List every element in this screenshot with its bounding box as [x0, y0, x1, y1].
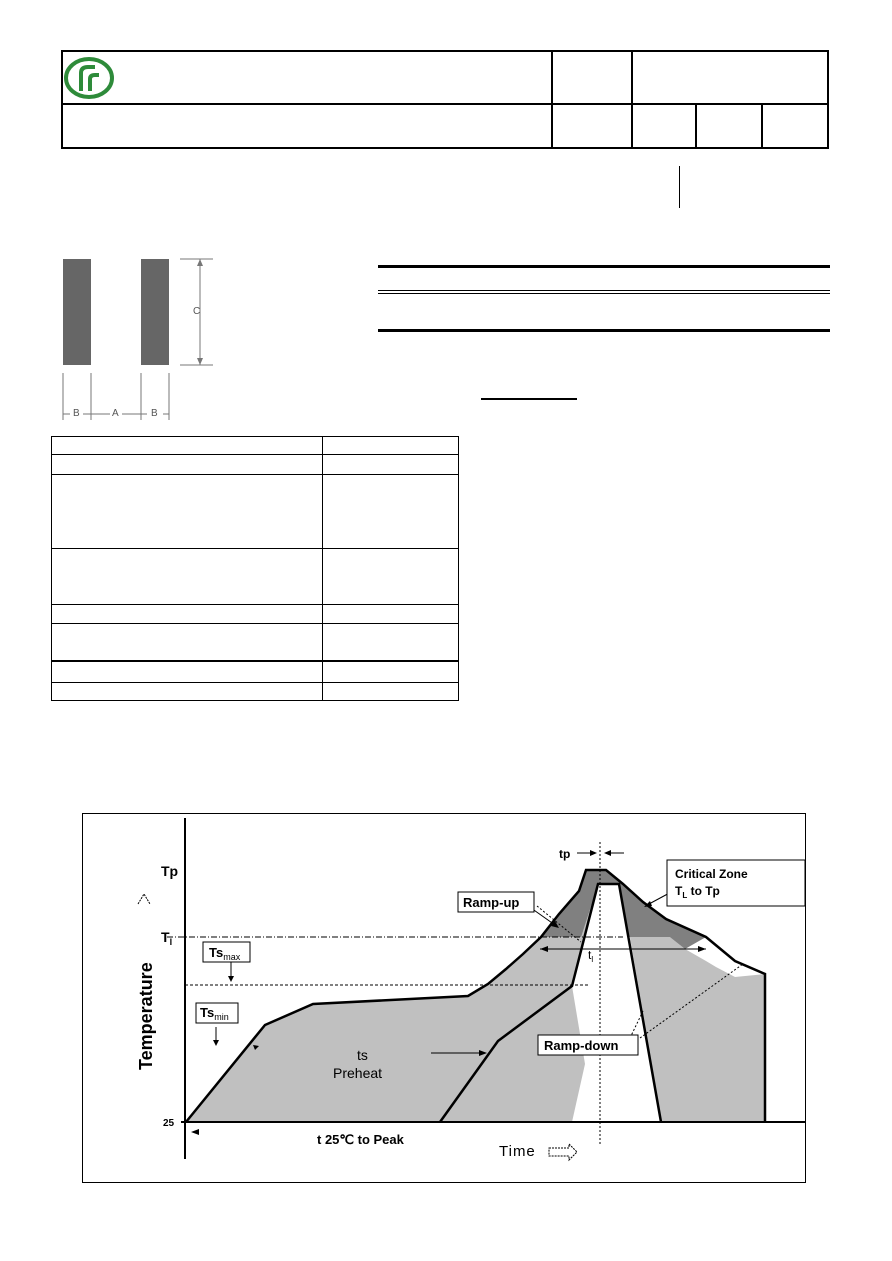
label-ramp-up: Ramp-up [463, 895, 520, 910]
section-underline [481, 398, 577, 400]
spec-table-row-line [51, 474, 459, 475]
spec-table-row-line [51, 604, 459, 605]
label-critical-zone: Critical Zone [675, 867, 748, 881]
reflow-profile-diagram [82, 813, 806, 1183]
label-preheat: Preheat [333, 1065, 383, 1081]
label-tl-to-tp: $T_L$ to Tp [675, 884, 720, 900]
label-ts-min: $Ts_{min}$ [200, 1005, 229, 1022]
footprint-dimension-lines [55, 255, 225, 425]
dim-label-b-right: B [151, 408, 158, 419]
spec-table-row-line [51, 623, 459, 624]
rule-double-2 [378, 293, 830, 294]
rule-top-thick [378, 265, 830, 268]
spec-table-row-line [51, 548, 459, 549]
rule-double-1 [378, 290, 830, 291]
tick-tl: $T_l$ [161, 929, 173, 947]
label-ts: ts [357, 1047, 368, 1063]
label-ramp-down: Ramp-down [544, 1038, 619, 1053]
reflow-profile-svg [83, 814, 805, 1182]
dim-label-c: C [193, 306, 201, 317]
tick-tp: Tp [161, 863, 179, 879]
tl-time-arrow-right [698, 946, 706, 952]
small-vertical-mark [679, 166, 680, 208]
header-divider-vertical-3 [695, 103, 697, 149]
header-divider-vertical-4 [761, 103, 763, 149]
dim-label-a: A [112, 408, 119, 419]
x-axis-label: Time [499, 1143, 536, 1160]
header-divider-vertical-1 [551, 50, 553, 149]
rule-bottom-thick [378, 329, 830, 332]
spec-table-row-line [51, 660, 459, 662]
label-tl-time: $t_l$ [588, 948, 594, 964]
label-ts-max: $Ts_{max}$ [209, 945, 241, 962]
spec-table-row-line [51, 682, 459, 683]
spec-table-row-line [51, 454, 459, 455]
company-logo [64, 57, 114, 99]
header-divider-vertical-2 [631, 50, 633, 149]
label-tp-small: tp [559, 847, 571, 861]
document-header-table [61, 50, 829, 149]
y-axis-label: Temperature [136, 962, 156, 1070]
dim-label-b-left: B [73, 408, 80, 419]
label-t25-to-peak: t 25℃ to Peak [317, 1132, 404, 1147]
header-divider-horizontal [61, 103, 829, 105]
tick-25: 25 [163, 1118, 175, 1129]
